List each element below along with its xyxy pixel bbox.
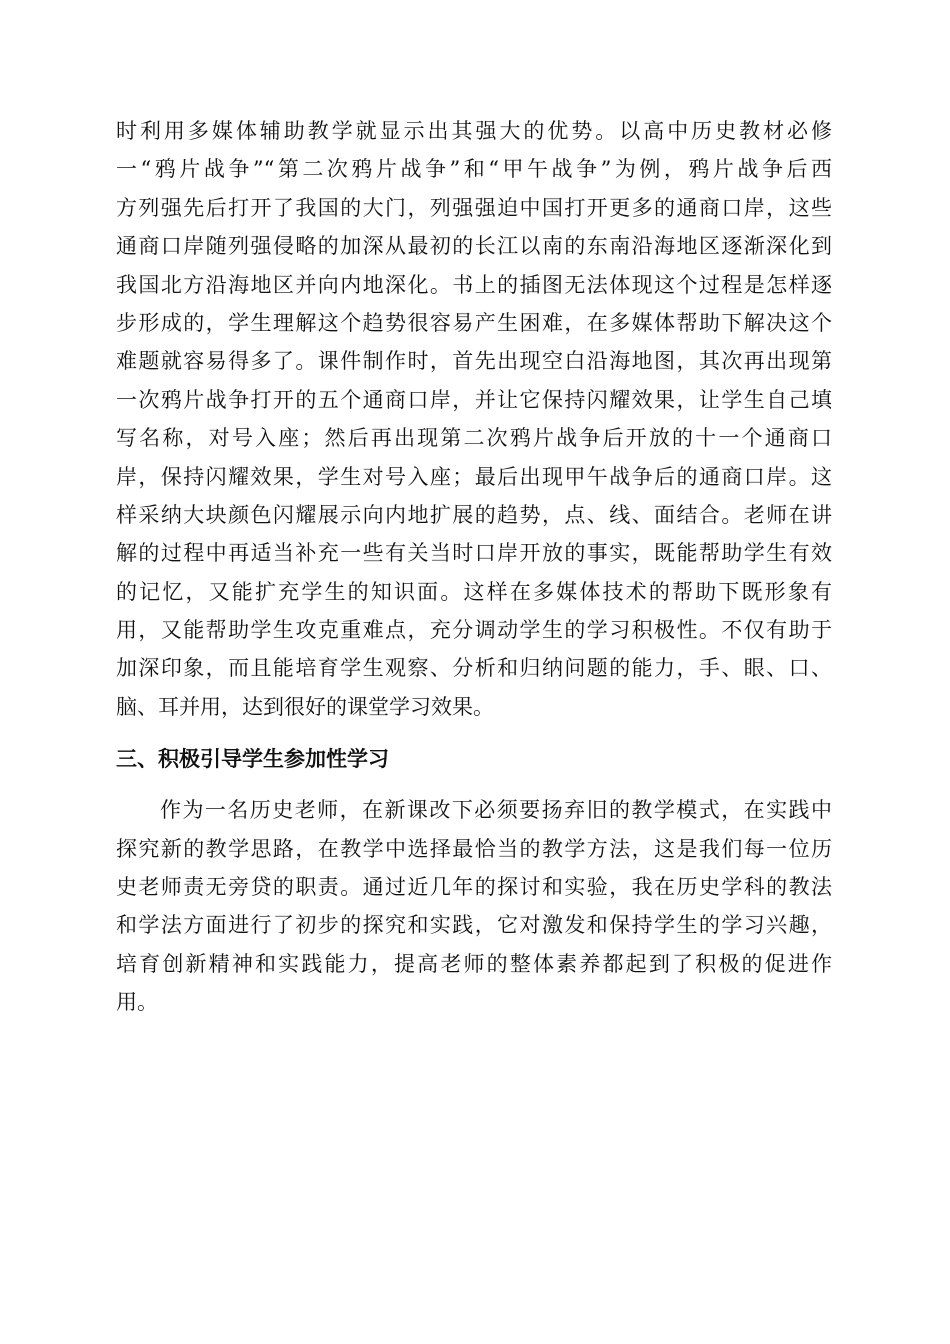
- document-body: [116, 112, 832, 1022]
- paragraph-line: 加深印象，而且能培育学生观察、分析和归纳问题的能力，手、眼、口、: [116, 656, 832, 681]
- paragraph-line: 用。: [116, 990, 158, 1015]
- paragraph-line: 时利用多媒体辅助教学就显示出其强大的优势。以高中历史教材必修: [116, 119, 832, 143]
- paragraph-line: 步形成的，学生理解这个趋势很容易产生困难，在多媒体帮助下解决这个: [116, 310, 832, 335]
- paragraph-line: 和学法方面进行了初步的探究和实践，它对激发和保持学生的学习兴趣，: [116, 913, 832, 938]
- paragraph-line: 一“鸦片战争”“第二次鸦片战争”和“甲午战争”为例，鸦片战争后西: [116, 157, 832, 182]
- paragraph-line: 岸，保持闪耀效果，学生对号入座；最后出现甲午战争后的通商口岸。这: [116, 464, 832, 489]
- paragraph-line: 作为一名历史老师，在新课改下必须要扬弃旧的教学模式，在实践中: [160, 798, 832, 823]
- paragraph-line: 培育创新精神和实践能力，提高老师的整体素养都起到了积极的促进作: [116, 951, 832, 976]
- paragraph-1: [116, 112, 832, 726]
- paragraph-line: 史老师责无旁贷的职责。通过近几年的探讨和实验，我在历史学科的教法: [116, 875, 832, 900]
- paragraph-line: 脑、耳并用，达到很好的课堂学习效果。: [116, 694, 494, 719]
- paragraph-line: 解的过程中再适当补充一些有关当时口岸开放的事实，既能帮助学生有效: [116, 541, 832, 566]
- paragraph-line: 难题就容易得多了。课件制作时，首先出现空白沿海地图，其次再出现第: [116, 349, 832, 374]
- paragraph-line: 通商口岸随列强侵略的加深从最初的长江以南的东南沿海地区逐渐深化到: [116, 234, 832, 259]
- paragraph-line: 的记忆，又能扩充学生的知识面。这样在多媒体技术的帮助下既形象有: [116, 579, 832, 604]
- paragraph-line: 方列强先后打开了我国的大门，列强强迫中国打开更多的通商口岸，这些: [116, 195, 832, 220]
- paragraph-line: 用，又能帮助学生攻克重难点，充分调动学生的学习积极性。不仅有助于: [116, 618, 832, 643]
- paragraph-2: [116, 791, 832, 1021]
- paragraph-line: 探究新的教学思路，在教学中选择最恰当的教学方法，这是我们每一位历: [116, 836, 832, 861]
- paragraph-line: 样采纳大块颜色闪耀展示向内地扩展的趋势，点、线、面结合。老师在讲: [116, 502, 832, 527]
- paragraph-line: 我国北方沿海地区并向内地深化。书上的插图无法体现这个过程是怎样逐: [116, 272, 832, 297]
- paragraph-line: 一次鸦片战争打开的五个通商口岸，并让它保持闪耀效果，让学生自己填: [116, 387, 832, 412]
- section-heading: 三、积极引导学生参加性学习: [116, 747, 389, 772]
- paragraph-line: 写名称，对号入座；然后再出现第二次鸦片战争后开放的十一个通商口: [116, 426, 832, 451]
